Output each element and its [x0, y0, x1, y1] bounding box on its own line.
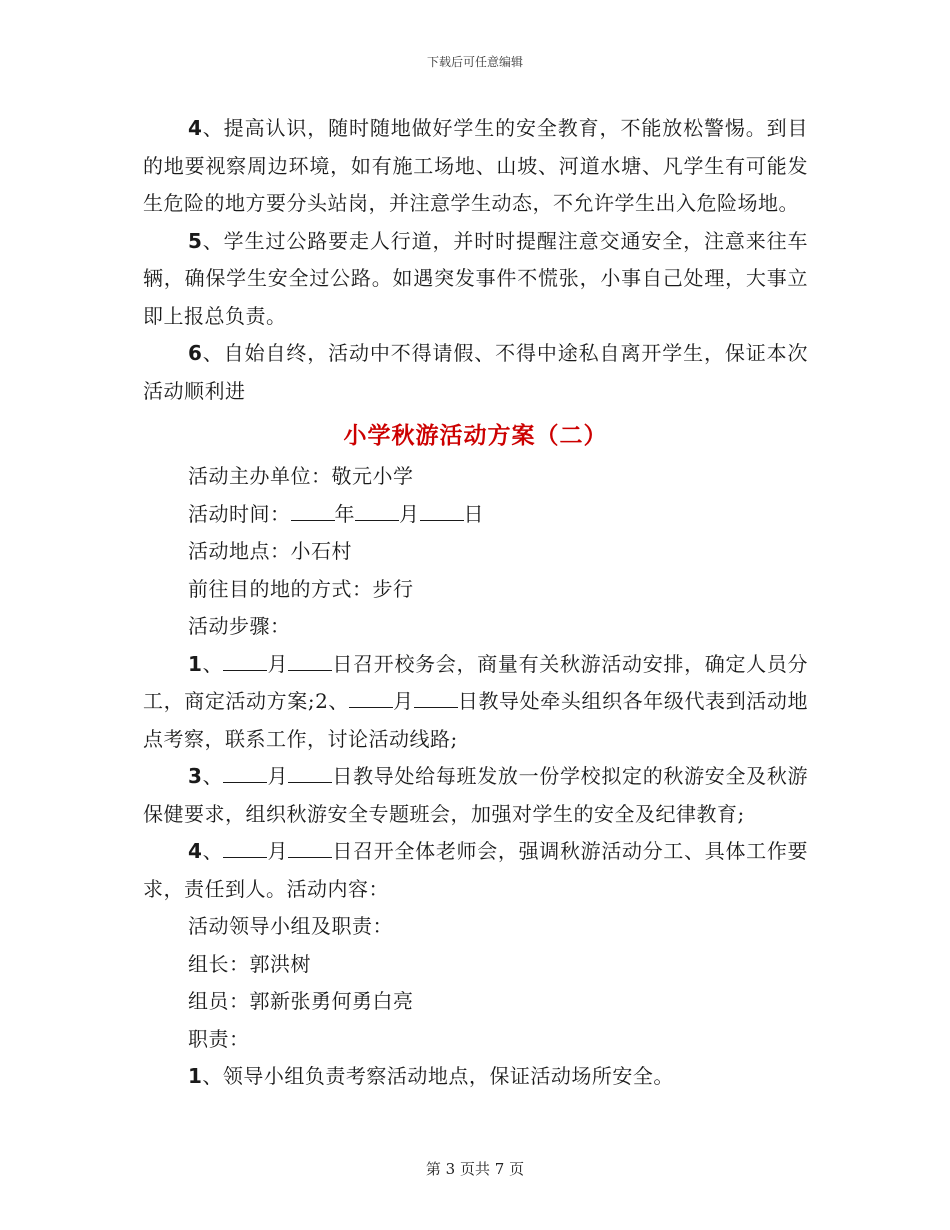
blank-field: [223, 650, 267, 671]
blank-field: [288, 650, 332, 671]
paragraph-item-6: [143, 335, 808, 410]
step-text: 日教导处给每班发放一份学校拟定的秋游安全及秋游保健要求，组织秋游安全专题班会，加强对学生的安全及纪律教育;: [143, 764, 809, 826]
blank-field: [420, 500, 464, 521]
location-line: 活动地点：小石村: [188, 539, 352, 563]
duties-label: 职责：: [188, 1026, 250, 1051]
blank-field: [355, 500, 399, 521]
paragraph-item-4: [143, 110, 808, 223]
step-number: 4: [188, 839, 203, 863]
step-number: 3: [188, 764, 203, 788]
duty-text: 、领导小组负责考察活动地点，保证活动场所安全。: [202, 1064, 674, 1088]
item-number: 4: [188, 116, 203, 140]
step-3: [143, 758, 808, 833]
item-text: 、提高认识，随时随地做好学生的安全教育，不能放松警惕。到目的地要视察周边环境，如有施工场地、山坡、河道水塘、凡学生有可能发生危险的地方要分头站岗，并注意学生动态，不允许学生出入危险场地。: [143, 116, 808, 215]
day-label: 日: [463, 501, 484, 526]
page-footer: 第 3 页共 7 页: [425, 1160, 525, 1178]
blank-field: [288, 837, 332, 858]
step-text: 月: [267, 839, 289, 863]
duty-1: [143, 1058, 808, 1096]
paragraph-item-5: [143, 223, 808, 336]
year-label: 年: [334, 501, 355, 526]
step-text: 月: [267, 651, 289, 676]
leader-line: 组长：郭洪树: [188, 951, 311, 976]
step-text: 、: [202, 764, 224, 788]
members-line: 组员：郭新张勇何勇白亮: [188, 989, 414, 1013]
time-line: [143, 496, 808, 534]
step-number: 1: [188, 651, 203, 676]
blank-field: [291, 500, 335, 521]
duty-number: 1: [188, 1064, 203, 1088]
step-4: [143, 833, 808, 908]
month-label: 月: [399, 501, 420, 526]
item-text: 、学生过公路要走人行道，并时时提醒注意交通安全，注意来往车辆，确保学生安全过公路。如遇突发事件不慌张，小事自己处理，大事立即上报总负责。: [143, 228, 808, 328]
steps-label: 活动步骤：: [188, 614, 291, 638]
step-text: 日召开校务会，商量有关秋游活动安排，确定人员分工，商定活动方案;2、: [143, 651, 809, 713]
step-text: 、: [202, 651, 224, 676]
step-text: 月: [267, 764, 289, 788]
blank-field: [223, 762, 267, 783]
page-header: 下载后可任意编辑: [426, 55, 523, 69]
step-text: 、: [202, 839, 224, 863]
page-content: [143, 110, 808, 1096]
step-text: 日召开全体老师会，强调秋游活动分工、具体工作要求，责任到人。活动内容：: [143, 839, 809, 901]
blank-field: [288, 762, 332, 783]
blank-field: [349, 687, 393, 708]
item-number: 6: [188, 341, 203, 365]
step-text: 日教导处牵头组织各年级代表到活动地点考察，联系工作，讨论活动线路;: [143, 689, 809, 751]
step-text: 月: [393, 689, 414, 713]
transport-line: 前往目的地的方式：步行: [188, 576, 414, 601]
blank-field: [414, 687, 458, 708]
leadership-heading: 活动领导小组及职责：: [188, 914, 393, 938]
item-number: 5: [188, 228, 203, 253]
section-title: 小学秋游活动方案（二）: [343, 422, 608, 449]
organizer-line: 活动主办单位：敬元小学: [188, 464, 414, 488]
blank-field: [223, 837, 267, 858]
step-1-2: [143, 646, 808, 759]
item-text: 、自始自终，活动中不得请假、不得中途私自离开学生，保证本次活动顺利进: [143, 341, 808, 403]
time-label: 活动时间：: [188, 501, 291, 526]
